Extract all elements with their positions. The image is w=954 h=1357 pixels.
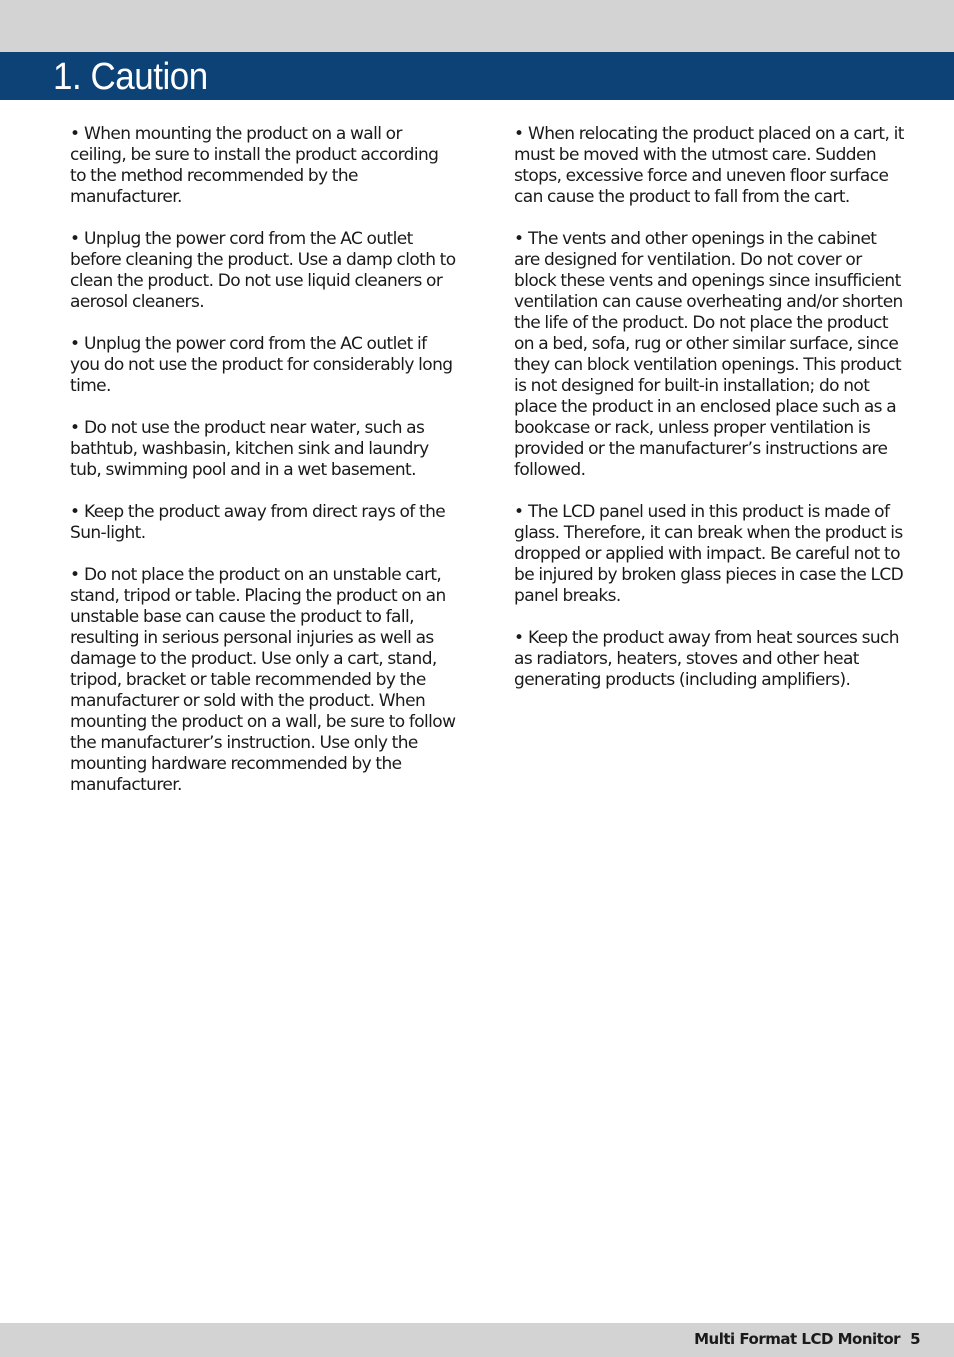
- left-column: [70, 124, 458, 817]
- caution-item: • Keep the product away from direct rays of the Sun-light.: [70, 502, 446, 543]
- caution-item: • The LCD panel used in this product is made of glass. Therefore, it can break when the product is dropped or applied with impact. Be careful not to be injured by broken glass pieces in case the LCD panel breaks.: [514, 502, 904, 606]
- right-column: [514, 124, 904, 712]
- section-header: [0, 52, 954, 100]
- bullet-icon: •: [514, 628, 524, 648]
- caution-item: • Do not place the product on an unstable cart, stand, tripod or table. Placing the product on an unstable base can cause the product to fall, resulting in serious personal injuries as well as damage to the product. Use only a cart, stand, tripod, bracket or table recommended by the manufacturer or sold with the product. When mounting the product on a wall, be sure to follow the manufacturer’s instruction. Use only the mounting hardware recommended by the manufacturer.: [70, 565, 456, 795]
- bullet-icon: •: [514, 229, 524, 249]
- bullet-icon: •: [70, 124, 80, 144]
- footer-text: [694, 1329, 920, 1349]
- page-number: 5: [910, 1330, 920, 1348]
- caution-item: • The vents and other openings in the cabinet are designed for ventilation. Do not cover or block these vents and openings since insufficient ventilation can cause overheating and/or shorten the life of the product. Do not place the product on a bed, sofa, rug or other similar surface, since they can block ventilation openings. This product is not designed for built-in installation; do not place the product in an enclosed place such as a bookcase or rack, unless proper ventilation is provided or the manufacturer’s instructions are followed.: [514, 229, 903, 480]
- caution-item: • When relocating the product placed on a cart, it must be moved with the utmost care. Sudden stops, excessive force and uneven floor surface can cause the product to fall from the cart.: [514, 124, 904, 207]
- caution-item: • Keep the product away from heat sources such as radiators, heaters, stoves and other heat generating products (including amplifiers).: [514, 628, 899, 690]
- caution-item: • Unplug the power cord from the AC outlet if you do not use the product for considerably long time.: [70, 334, 453, 396]
- bullet-icon: •: [70, 229, 80, 249]
- bullet-icon: •: [70, 334, 80, 354]
- caution-item: • Do not use the product near water, such as bathtub, washbasin, kitchen sink and laundry tub, swimming pool and in a wet basement.: [70, 418, 429, 480]
- bullet-icon: •: [70, 565, 80, 585]
- footer-bar: [0, 1323, 954, 1357]
- bullet-icon: •: [514, 502, 524, 522]
- footer-label: Multi Format LCD Monitor: [694, 1330, 901, 1348]
- caution-item: • Unplug the power cord from the AC outlet before cleaning the product. Use a damp cloth to clean the product. Do not use liquid cleaners or aerosol cleaners.: [70, 229, 456, 312]
- caution-item: • When mounting the product on a wall or ceiling, be sure to install the product according to the method recommended by the manufacturer.: [70, 124, 439, 207]
- bullet-icon: •: [514, 124, 524, 144]
- bullet-icon: •: [70, 418, 80, 438]
- top-band: [0, 0, 954, 52]
- page-title: 1. Caution: [53, 56, 208, 98]
- bullet-icon: •: [70, 502, 80, 522]
